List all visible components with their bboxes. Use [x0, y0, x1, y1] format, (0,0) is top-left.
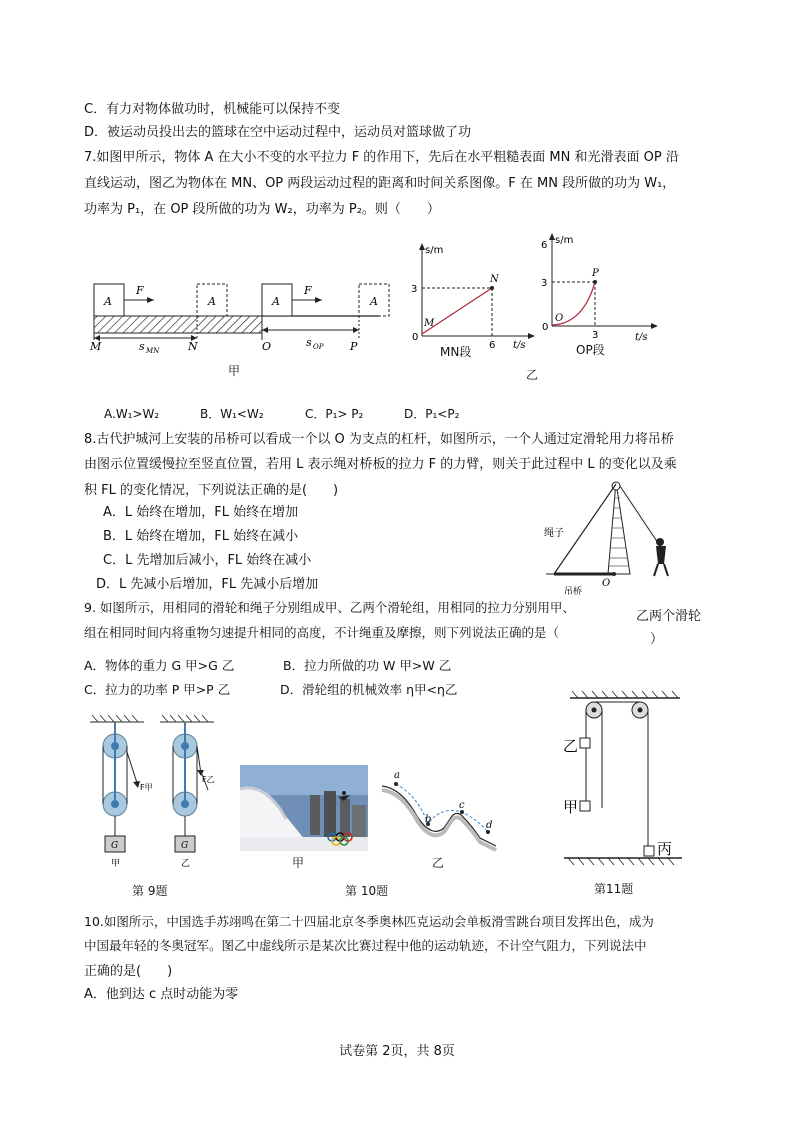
q10-stem-line1: 10.如图所示，中国选手苏翊鸣在第二十四届北京冬季奥林匹克运动会单板滑雪跳台项目发挥出色，成为: [84, 914, 654, 929]
svg-text:s: s: [306, 336, 312, 349]
svg-text:N: N: [490, 274, 499, 285]
q6-option-d: D．被运动员投出去的篮球在空中运动过程中，运动员对篮球做了功: [84, 125, 472, 140]
q7-stem-line3: 功率为 P₁，在 OP 段所做的功为 W₂，功率为 P₂。则（ ）: [84, 202, 440, 217]
svg-text:G: G: [181, 841, 189, 851]
svg-text:G: G: [111, 841, 119, 851]
q10-photo-jia: [240, 765, 368, 851]
q8-drawbridge-figure: [540, 476, 680, 600]
svg-text:A: A: [104, 295, 112, 308]
svg-text:甲: 甲: [563, 798, 579, 816]
svg-text:O: O: [262, 340, 272, 353]
svg-text:F甲: F甲: [140, 783, 153, 792]
svg-text:O: O: [602, 578, 611, 589]
svg-text:3: 3: [411, 284, 418, 295]
q9-stem-line1: 9. 如图所示，用相同的滑轮和绳子分别组成甲、乙两个滑轮组，用相同的拉力分别用甲、: [84, 600, 575, 615]
svg-text:M: M: [90, 340, 102, 353]
q8-stem-line1: 8.古代护城河上安装的吊桥可以看成一个以 O 为支点的杠杆，如图所示，一个人通过定滑轮用力将吊桥: [84, 432, 674, 447]
svg-text:b: b: [425, 814, 432, 825]
svg-text:吊桥: 吊桥: [564, 587, 583, 597]
q8-option-d: D．L 先减小后增加，FL 先减小后增加: [96, 577, 319, 592]
svg-text:s: s: [139, 340, 145, 353]
q9-option-b: B．拉力所做的功 W 甲>W 乙: [283, 658, 452, 673]
svg-text:3: 3: [541, 278, 548, 289]
svg-text:A: A: [208, 295, 216, 308]
svg-text:MN: MN: [146, 347, 160, 355]
q7-graph-mn: [405, 240, 540, 360]
block-jia: [580, 801, 590, 811]
q10-caption: 第 10题: [345, 884, 389, 898]
svg-text:s/m: s/m: [555, 235, 574, 246]
q7-option-d: D．P₁<P₂: [404, 407, 460, 421]
q10-stem-line3: 正确的是( ): [84, 964, 173, 979]
q10-caption-yi: 乙: [432, 856, 445, 870]
q7-graph-op: [535, 228, 663, 348]
q11-figure: [562, 688, 686, 868]
q9-stem-line2-tail: ）: [650, 632, 664, 647]
q7-stem-line1: 7.如图甲所示，物体 A 在大小不变的水平拉力 F 的作用下，先后在水平粗糙表面 MN 和光滑表面 OP 沿: [84, 150, 679, 165]
svg-text:6: 6: [489, 340, 496, 351]
q8-option-c: C．L 先增加后减小，FL 始终在减小: [103, 553, 312, 568]
svg-text:P: P: [592, 268, 599, 279]
svg-text:F: F: [304, 284, 312, 297]
svg-text:丙: 丙: [657, 840, 673, 858]
svg-text:s/m: s/m: [425, 245, 444, 256]
q10-trajectory-yi: [378, 766, 502, 862]
svg-text:t/s: t/s: [635, 332, 648, 343]
svg-text:乙: 乙: [181, 859, 191, 869]
svg-text:t/s: t/s: [513, 340, 526, 351]
q6-option-c: C．有力对物体做功时，机械能可以保持不变: [84, 102, 341, 117]
page-footer: 试卷第 2页，共 8页: [339, 1044, 455, 1059]
svg-text:F乙: F乙: [202, 775, 215, 784]
q10-caption-jia: 甲: [292, 856, 305, 870]
q8-option-a: A．L 始终在增加，FL 始终在增加: [103, 505, 299, 520]
svg-text:6: 6: [541, 240, 548, 251]
q9-option-c: C．拉力的功率 P 甲>P 乙: [84, 682, 231, 697]
svg-text:0: 0: [412, 332, 419, 343]
svg-text:甲: 甲: [111, 859, 121, 869]
block-bing: [644, 846, 654, 856]
q9-option-d: D．滑轮组的机械效率 η甲<η乙: [280, 682, 458, 697]
svg-text:OP: OP: [313, 343, 324, 351]
q10-option-a: A．他到达 c 点时动能为零: [84, 987, 239, 1002]
svg-text:A: A: [272, 295, 280, 308]
svg-text:d: d: [486, 820, 493, 831]
q7-option-a: A.W₁>W₂: [104, 407, 160, 421]
q7-graph-mn-caption: MN段: [440, 345, 472, 359]
svg-text:N: N: [188, 340, 198, 353]
svg-text:P: P: [350, 340, 358, 353]
svg-text:F: F: [136, 284, 144, 297]
svg-text:a: a: [394, 770, 400, 781]
svg-text:0: 0: [542, 322, 549, 333]
q8-stem-line3: 积 FL 的变化情况，下列说法正确的是( ): [84, 483, 339, 498]
q7-option-c: C．P₁> P₂: [305, 407, 364, 421]
q7-graph-op-caption: OP段: [576, 343, 605, 357]
q9-stem-line2: 组在相同时间内将重物匀速提升相同的高度，不计绳重及摩擦，则下列说法正确的是（: [84, 625, 560, 640]
svg-text:A: A: [370, 295, 378, 308]
q8-option-b: B．L 始终在增加，FL 始终在减小: [103, 529, 299, 544]
svg-text:绳子: 绳子: [544, 528, 564, 539]
svg-text:O: O: [555, 313, 564, 324]
man-figure: [654, 538, 668, 576]
block-yi: [580, 738, 590, 748]
q10-stem-line2: 中国最年轻的冬奥冠军。图乙中虚线所示是某次比赛过程中他的运动轨迹，不计空气阻力，下列说法中: [84, 938, 647, 953]
svg-text:M: M: [424, 318, 435, 329]
svg-text:3: 3: [592, 330, 599, 341]
q7-caption-yi: 乙: [526, 368, 539, 382]
q7-option-b: B．W₁<W₂: [200, 407, 264, 421]
svg-text:c: c: [459, 800, 465, 811]
q7-caption-jia: 甲: [228, 364, 241, 378]
q9-caption: 第 9题: [132, 884, 168, 898]
q9-stem-line1-tail: 乙两个滑轮: [636, 609, 702, 624]
q9-option-a: A．物体的重力 G 甲>G 乙: [84, 658, 235, 673]
q9-pulley-figure: [88, 712, 218, 874]
q7-stem-line2: 直线运动，图乙为物体在 MN、OP 两段运动过程的距离和时间关系图像。F 在 MN 段所做的功为 W₁，: [84, 176, 676, 191]
svg-text:乙: 乙: [563, 737, 579, 755]
q11-caption: 第11题: [594, 882, 634, 896]
q8-stem-line2: 由图示位置缓慢拉至竖直位置，若用 L 表示绳对桥板的拉力 F 的力臂，则关于此过程中 L 的变化以及乘: [84, 457, 677, 472]
